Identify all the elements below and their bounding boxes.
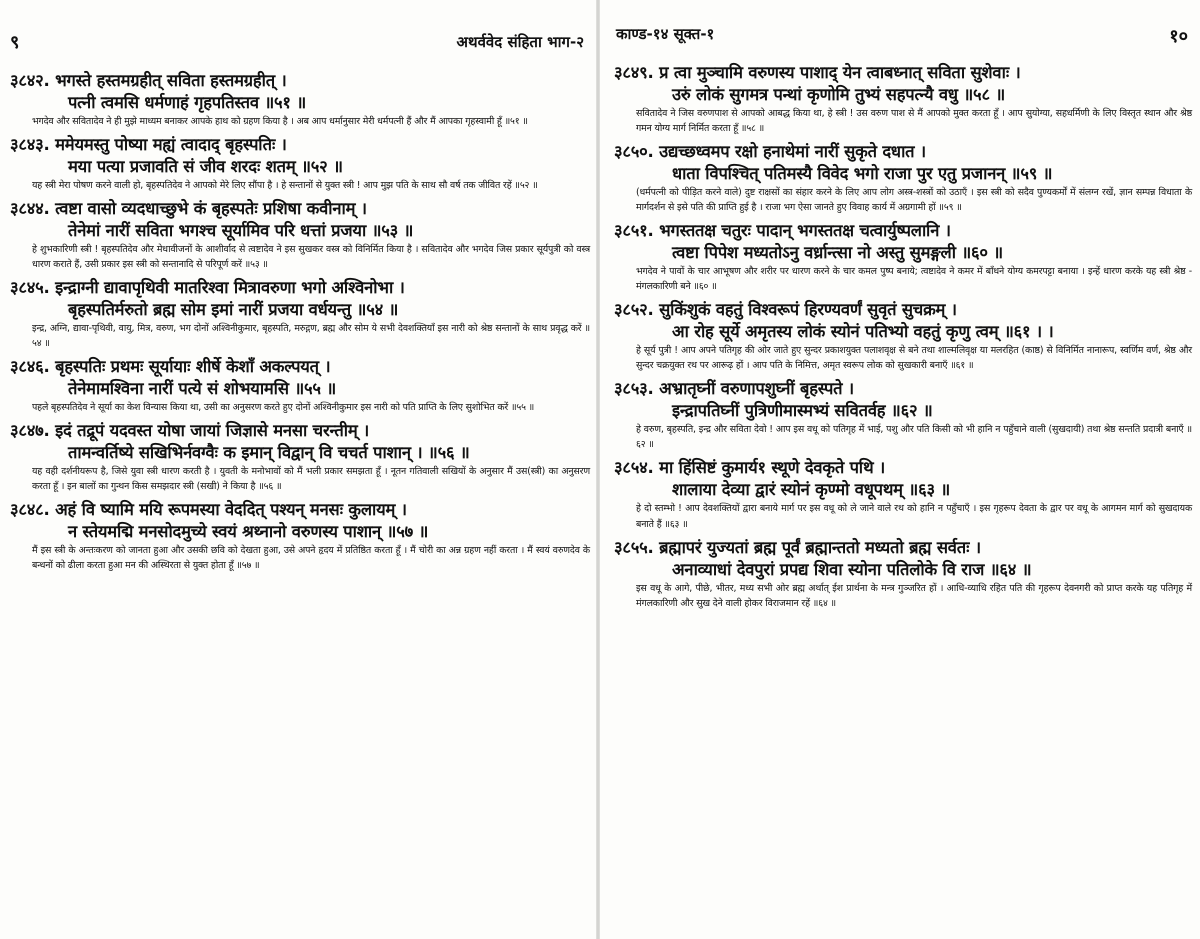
verse-3850	[614, 141, 1192, 215]
verse-translation: भगदेव ने पावों के चार आभूषण और शरीर पर धारण करने के चार कमल पुष्प बनाये; त्वष्टादेव ने कमर में बाँधने योग्य कमरपट्टा बनाया । इन्हें धारण करके यह स्त्री श्रेष्ठ - मंगलकारिणी बने ॥६० ॥	[636, 266, 1192, 293]
left-page-header	[10, 0, 590, 58]
verse-translation: यह स्त्री मेरा पोषण करने वाली हो, बृहस्पतिदेव ने आपको मेरे लिए सौंपा है । हे सन्तानों से युक्त स्त्री ! आप मुझ पति के साथ सौ वर्ष तक जीवित रहें ॥५२ ॥	[32, 180, 538, 192]
left-page	[0, 0, 596, 939]
verse-line-2: तेनेमामश्विना नारीं पत्ये सं शोभयामसि ॥५५ ॥	[68, 379, 337, 399]
verse-3854	[614, 457, 1192, 531]
verse-3855	[614, 537, 1192, 611]
verse-translation: यह वही दर्शनीयरूप है, जिसे युवा स्त्री धारण करती है । युवती के मनोभावों को मैं भली प्रकार समझता हूँ । नूतन गतिवाली सखियों के अनुसार मैं उस(स्त्री) का अनुसरण करता हूँ । इन बालों का गुन्थन किस समझदार स्त्री (सखी) ने किया है ॥५६ ॥	[32, 466, 590, 493]
verse-line-2: इन्द्रापतिघ्नीं पुत्रिणीमास्मभ्यं सवितर्वह ॥६२ ॥	[672, 401, 933, 421]
verse-line-1: ३८४२. भगस्ते हस्तमग्रहीत् सविता हस्तमग्रहीत् ।	[10, 71, 287, 90]
left-verse-list	[10, 70, 590, 574]
verse-line-1: ३८४७. इदं तद्रूपं यदवस्त योषा जायां जिज्ञासे मनसा चरन्तीम् ।	[10, 421, 370, 441]
verse-3848	[10, 499, 590, 573]
verse-line-1: ३८४९. प्र त्वा मुञ्चामि वरुणस्य पाशाद् येन त्वाबध्नात् सविता सुशेवाः ।	[614, 63, 1021, 82]
verse-3851	[614, 220, 1192, 294]
verse-translation: पहले बृहस्पतिदेव ने सूर्या का केश विन्यास किया था, उसी का अनुसरण करते हुए दोनों अश्विनीकुमार इस नारी को पति प्राप्ति के लिए सुशोभित करें ॥५५ ॥	[32, 402, 535, 414]
verse-3843	[10, 134, 590, 193]
left-running-title: अथर्ववेद संहिता भाग-२	[456, 33, 584, 51]
verse-line-2: आ रोह सूर्ये अमृतस्य लोकं स्योनं पतिभ्यो वहतुं कृणु त्वम् ॥६१ । ।	[672, 322, 1054, 342]
right-verse-list	[614, 62, 1192, 611]
verse-line-2: पत्नी त्वमसि धर्मणाहं गृहपतिस्तव ॥५१ ॥	[68, 93, 307, 112]
right-running-title: काण्ड-१४ सूक्त-१	[616, 25, 715, 43]
verse-line-1: ३८५१. भगस्ततक्ष चतुरः पादान् भगस्ततक्ष चत्वार्युष्पलानि ।	[614, 221, 951, 241]
verse-line-1: ३८४५. इन्द्राग्नी द्यावापृथिवी मातरिश्वा मित्रावरुणा भगो अश्विनोभा ।	[10, 278, 405, 298]
verse-line-1: ३८५२. सुकिंशुकं वहतुं विश्वरूपं हिरण्यवर्णं सुवृतं सुचक्रम् ।	[614, 300, 957, 320]
verse-3844	[10, 198, 590, 272]
verse-translation: इस वधू के आगे, पीछे, भीतर, मध्य सभी ओर ब्रह्म अर्थात् ईश प्रार्थना के मन्त्र गुञ्जरित हों । आधि-व्याधि रहित पति की गृहरूप देवनगरी को प्राप्त करके यह पतिगृह में मंगलकारिणी और सुख देने वाली होकर विराजमान रहें ॥६४ ॥	[636, 582, 1192, 609]
verse-translation: हे शुभकारिणी स्त्री ! बृहस्पतिदेव और मेधावीजनों के आशीर्वाद से त्वष्टादेव ने इस सुखकर वस्त्र को विनिर्मित किया है । सवितादेव और भगदेव जिस प्रकार सूर्यपुत्री को वस्त्र धारण कराते हैं, उसी प्रकार इस स्त्री को सन्तानादि से परिपूर्ण करें ॥५३ ॥	[32, 244, 590, 271]
verse-line-1: ३८५४. मा हिंसिष्टं कुमार्य१ स्थूणे देवकृते पथि ।	[614, 458, 886, 478]
verse-translation: सवितादेव ने जिस वरुणपाश से आपको आबद्ध किया था, हे स्त्री ! उस वरुण पाश से मैं आपको मुक्त करता हूँ । आप सुयोग्या, सहधर्मिणी के लिए विस्तृत स्थान और श्रेष्ठ गमन योग्य मार्ग निर्मित करता हूँ ॥५८ ॥	[636, 108, 1192, 135]
verse-line-2: न स्तेयमद्मि मनसोदमुच्ये स्वयं श्रथ्नानो वरुणस्य पाशान् ॥५७ ॥	[68, 522, 429, 542]
verse-3842	[10, 70, 590, 129]
verse-3852	[614, 299, 1192, 373]
verse-3853	[614, 378, 1192, 452]
verse-line-1: ३८५३. अभ्रातृघ्नीं वरुणापशुघ्नीं बृहस्पते ।	[614, 379, 854, 399]
verse-line-1: ३८४४. त्वष्टा वासो व्यदधाच्छुभे कं बृहस्पतेः प्रशिषा कवीनाम् ।	[10, 199, 367, 219]
verse-line-2: तामन्वर्तिष्ये सखिभिर्नवग्वैः क इमान् विद्वान् वि चचर्त पाशान् । ॥५६ ॥	[68, 443, 470, 463]
verse-3845	[10, 277, 590, 351]
verse-translation: इन्द्र, अग्नि, द्यावा-पृथिवी, वायु, मित्र, वरुण, भग दोनों अश्विनीकुमार, बृहस्पति, मरुद्गण, ब्रह्म और सोम ये सभी देवशक्तियाँ इस नारी को श्रेष्ठ सन्तानों के साथ प्रवृद्ध करें ॥५४ ॥	[32, 323, 590, 350]
verse-3849	[614, 62, 1192, 136]
verse-line-1: ३८५५. ब्रह्मापरं युज्यतां ब्रह्म पूर्वं ब्रह्मान्ततो मध्यतो ब्रह्म सर्वतः ।	[614, 537, 981, 557]
verse-line-2: बृहस्पतिर्मरुतो ब्रह्म सोम इमां नारीं प्रजया वर्धयन्तु ॥५४ ॥	[68, 300, 399, 320]
verse-line-1: ३८४८. अहं वि ष्यामि मयि रूपमस्या वेददित् पश्यन् मनसः कुलायम् ।	[10, 500, 407, 520]
verse-line-1: ३८५०. उद्यच्छध्वमप रक्षो हनाथेमां नारीं सुकृते दधात ।	[614, 142, 926, 162]
verse-translation: (धर्मपत्नी को पीड़ित करने वाले) दुष्ट राक्षसों का संहार करने के लिए आप लोग अस्त्र-शस्त्रों को उठाएँ । इस स्त्री को सदैव पुण्यकर्मों में संलग्न रखें, ज्ञान सम्पन्न विधाता के मार्गदर्शन से इसे पति की प्राप्ति हुई है । राजा भग ऐसा जानते हुए विवाह कार्य में अग्रगामी हों ॥५९ ॥	[636, 187, 1192, 214]
verse-line-2: धाता विपश्चित् पतिमस्यै विवेद भगो राजा पुर एतु प्रजानन् ॥५९ ॥	[672, 164, 1053, 184]
verse-translation: भगदेव और सवितादेव ने ही मुझे माध्यम बनाकर आपके हाथ को ग्रहण किया है । अब आप धर्मानुसार मेरी धर्मपत्नी हैं और मैं आपका गृहस्वामी हूँ ॥५१ ॥	[32, 116, 528, 127]
verse-translation: हे दो स्तम्भो ! आप देवशक्तियों द्वारा बनाये मार्ग पर इस वधू को ले जाने वाले रथ को हानि न पहुँचाएँ । इस गृहरूप देवता के द्वार पर वधू के आगमन मार्ग को सुखदायक बनाते हैं ॥६३ ॥	[636, 503, 1192, 530]
right-page-number: १०	[1169, 26, 1188, 47]
verse-translation: हे वरुण, बृहस्पति, इन्द्र और सविता देवो ! आप इस वधू को पतिगृह में भाई, पशु और पति किसी को भी हानि न पहुँचाने वाली (सुखदायी) तथा श्रेष्ठ सन्तति प्रदात्री बनाएँ ॥६२ ॥	[636, 424, 1192, 451]
verse-line-1: ३८४३. ममेयमस्तु पोष्या मह्यं त्वादाद् बृहस्पतिः ।	[10, 135, 287, 155]
verse-line-2: अनाव्याधां देवपुरां प्रपद्य शिवा स्योना पतिलोके वि राज ॥६४ ॥	[672, 559, 1032, 579]
verse-3846	[10, 356, 590, 415]
left-page-number: ९	[10, 32, 20, 53]
verse-translation: मैं इस स्त्री के अन्तःकरण को जानता हुआ और उसकी छवि को देखता हुआ, उसे अपने हृदय में प्रतिष्ठित करता हूँ । मैं चोरी का अन्न ग्रहण नहीं करता । मैं स्वयं वरुणदेव के बन्धनों को ढीला करता हुआ मन की अस्थिरता से युक्त होता हूँ ॥५७ ॥	[32, 545, 590, 572]
verse-translation: हे सूर्य पुत्री ! आप अपने पतिगृह की ओर जाते हुए सुन्दर प्रकाशयुक्त पलाशवृक्ष से बने तथा शाल्मलिवृक्ष या मलरहित (काष्ठ) से विनिर्मित नानारूप, स्वर्णिम वर्ण, श्रेष्ठ और सुन्दर चक्रयुक्त रथ पर आरूढ़ हों । आप पति के निमित्त, अमृत स्वरूप लोक को सुखकारी बनाएँ ॥६१ ॥	[636, 345, 1192, 372]
verse-line-2: शालाया देव्या द्वारं स्योनं कृण्मो वधूपथम् ॥६३ ॥	[672, 480, 951, 500]
verse-line-1: ३८४६. बृहस्पतिः प्रथमः सूर्यायाः शीर्षे केशाँ अकल्पयत् ।	[10, 357, 331, 377]
verse-line-2: मया पत्या प्रजावति सं जीव शरदः शतम् ॥५२ ॥	[68, 157, 343, 177]
verse-line-2: उरुं लोकं सुगमत्र पन्थां कृणोमि तुभ्यं सहपत्न्यै वधु ॥५८ ॥	[672, 85, 1006, 104]
right-page	[600, 0, 1200, 939]
verse-line-2: तेनेमां नारीं सविता भगश्च सूर्यामिव परि धत्तां प्रजया ॥५३ ॥	[68, 221, 414, 241]
right-page-header	[614, 0, 1192, 58]
verse-3847	[10, 420, 590, 494]
verse-line-2: त्वष्टा पिपेश मध्यतोऽनु वर्ध्रान्त्सा नो अस्तु सुमङ्गली ॥६० ॥	[672, 243, 1003, 263]
